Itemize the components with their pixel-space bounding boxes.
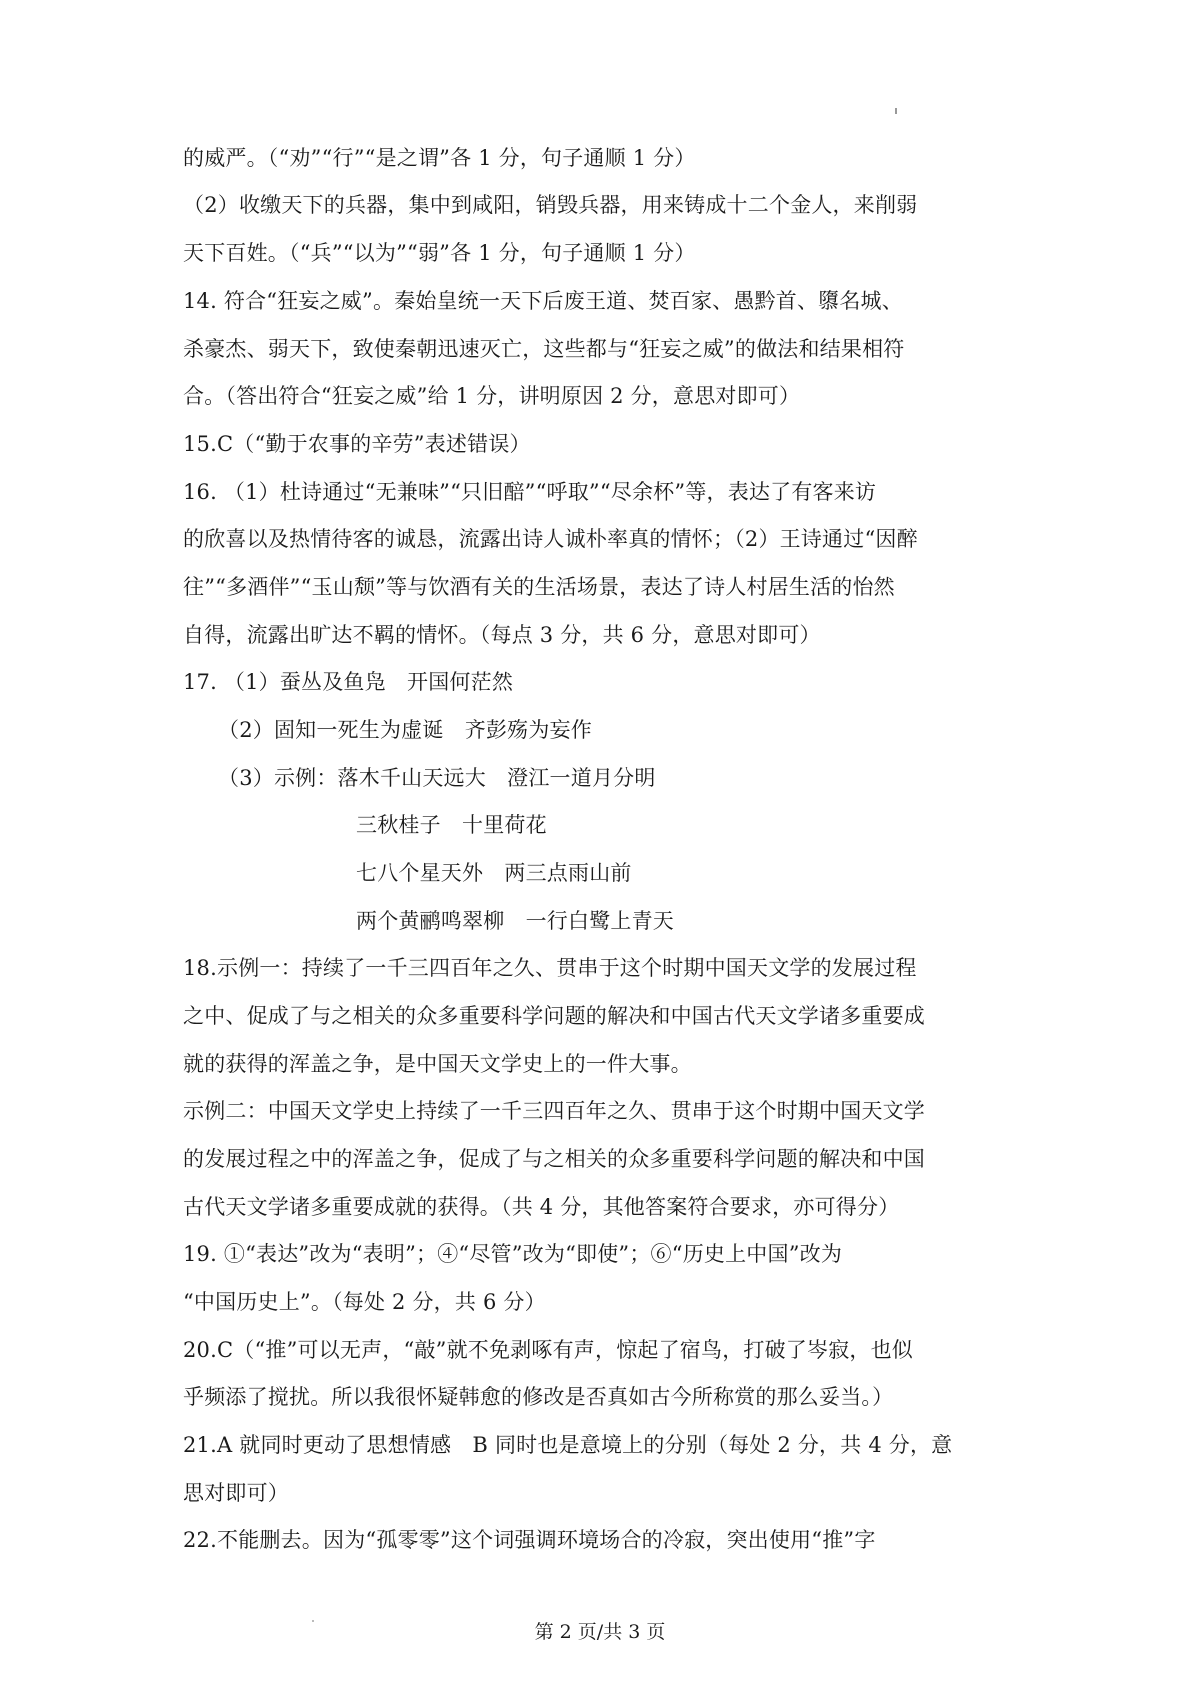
answer-line: “中国历史上”。（每处 2 分，共 6 分）: [183, 1290, 546, 1314]
answer-line: 14. 符合“狂妄之威”。秦始皇统一天下后废王道、焚百家、愚黔首、隳名城、: [183, 289, 903, 313]
answer-line: 杀豪杰、弱天下，致使秦朝迅速灭亡，这些都与“狂妄之威”的做法和结果相符: [183, 337, 905, 361]
answer-line: 七八个星天外 两三点雨山前: [356, 861, 632, 885]
answer-line: 合。（答出符合“狂妄之威”给 1 分，讲明原因 2 分，意思对即可）: [183, 384, 801, 408]
page-number: 第 2 页/共 3 页: [534, 1621, 666, 1643]
answer-line: 自得，流露出旷达不羁的情怀。（每点 3 分，共 6 分，意思对即可）: [183, 623, 821, 647]
answer-line: 18.示例一：持续了一千三四百年之久、贯串于这个时期中国天文学的发展过程: [183, 956, 917, 980]
answer-line: 之中、促成了与之相关的众多重要科学问题的解决和中国古代天文学诸多重要成: [183, 1004, 925, 1028]
answer-line: 的欣喜以及热情待客的诚恳，流露出诗人诚朴率真的情怀；（2）王诗通过“因醉: [183, 527, 918, 551]
answer-line: （3）示例：落木千山天远大 澄江一道月分明: [218, 766, 656, 790]
answer-line: 古代天文学诸多重要成就的获得。（共 4 分，其他答案符合要求，亦可得分）: [183, 1195, 900, 1219]
answer-line: 往”“多酒伴”“玉山颓”等与饮酒有关的生活场景，表达了诗人村居生活的怡然: [183, 575, 895, 599]
answer-line: 天下百姓。（“兵”“以为”“弱”各 1 分，句子通顺 1 分）: [183, 241, 696, 265]
answer-line: 的发展过程之中的浑盖之争，促成了与之相关的众多重要科学问题的解决和中国: [183, 1147, 925, 1171]
answer-line: 15.C（“勤于农事的辛劳”表述错误）: [183, 432, 531, 456]
scan-mark: [895, 108, 897, 114]
answer-line: 思对即可）: [183, 1481, 289, 1505]
answer-line: 16. （1）杜诗通过“无兼味”“只旧醅”“呼取”“尽余杯”等，表达了有客来访: [183, 480, 877, 504]
answer-line: 两个黄鹂鸣翠柳 一行白鹭上青天: [356, 909, 674, 933]
answer-line: 的威严。（“劝”“行”“是之谓”各 1 分，句子通顺 1 分）: [183, 146, 696, 170]
answer-line: 17. （1）蚕丛及鱼凫 开国何茫然: [183, 670, 514, 694]
answer-line: 22.不能删去。因为“孤零零”这个词强调环境场合的冷寂，突出使用“推”字: [183, 1528, 876, 1552]
answer-line: （2）固知一死生为虚诞 齐彭殇为妄作: [218, 718, 592, 742]
answer-line: 20.C（“推”可以无声，“敲”就不免剥啄有声，惊起了宿鸟，打破了岑寂，也似: [183, 1338, 914, 1362]
answer-line: 21.A 就同时更动了思想情感 B 同时也是意境上的分别（每处 2 分，共 4 分，意: [183, 1433, 953, 1457]
answer-line: （2）收缴天下的兵器，集中到咸阳，销毁兵器，用来铸成十二个金人，来削弱: [183, 193, 918, 217]
answer-line: 三秋桂子 十里荷花: [356, 813, 547, 837]
answer-line: 就的获得的浑盖之争，是中国天文学史上的一件大事。: [183, 1052, 692, 1076]
answer-line: 19. ①“表达”改为“表明”；④“尽管”改为“即使”；⑥“历史上中国”改为: [183, 1242, 843, 1266]
answer-line: 示例二：中国天文学史上持续了一千三四百年之久、贯串于这个时期中国天文学: [183, 1099, 925, 1123]
answer-line: 乎频添了搅扰。所以我很怀疑韩愈的修改是否真如古今所称赏的那么妥当。）: [183, 1385, 894, 1409]
